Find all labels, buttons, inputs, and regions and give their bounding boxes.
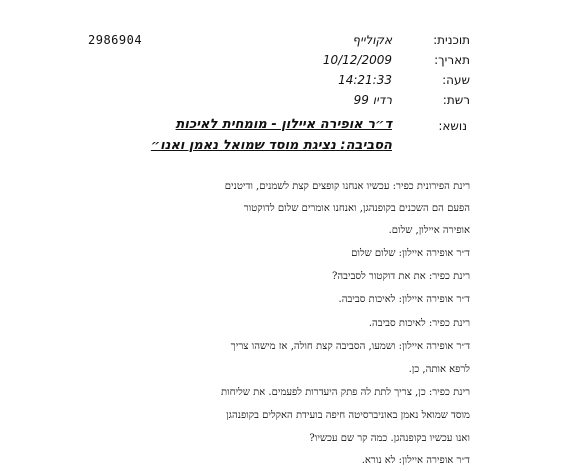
producer-value: אקולייף [352, 33, 392, 47]
subject-line-1: ד״ר אופירה איילון - מומחית לאיכות [175, 117, 392, 132]
subject-label: נושא: [438, 119, 467, 133]
transcript-line: ד״ר אופירה איילון: לא נורא. [361, 455, 470, 466]
transcript-line: ד״ר אופירה איילון: לאיכות סביבה. [338, 294, 470, 305]
transcript-line: ד״ר אופירה איילון: ושמעו, הסביבה קצת חולה, אז מישהו צריך [230, 341, 470, 352]
transcript-line: רינת כפיר: את את דוקטור לסביבה? [332, 271, 470, 282]
transcript-line: לרפא אותה, כן. [408, 364, 470, 375]
network-label: רשת: [442, 93, 470, 107]
transcript-line: מוסד שמואל נאמן באוניברסיטה חיפה בועידת האקלים בקופנהגן [226, 410, 470, 421]
time-value: 14:21:33 [338, 73, 392, 87]
document-number: 2986904 [88, 33, 143, 47]
transcript-line: רינת כפיר: לאיכות סביבה. [368, 318, 470, 329]
producer-label: תוכנית: [433, 33, 470, 47]
date-label: תאריך: [434, 53, 470, 67]
transcript-line: הפעם הם השכנים בקופנהגן, ואנחנו אומרים שלום לדוקטור [243, 203, 470, 214]
time-label: שעה: [442, 73, 470, 87]
transcript-line: ואנו עכשיו בקופנהגן. כמה קר שם עכשיו? [309, 433, 470, 444]
transcript-line: אופירה איילון, שלום. [388, 225, 470, 236]
date-value: 10/12/2009 [322, 53, 392, 67]
subject-line-2: הסביבה: נציגת מוסד שמואל נאמן ואנו״ [150, 138, 392, 153]
transcript-line: ד״ר אופירה איילון: שלום שלום [351, 248, 470, 259]
transcript-line: רינת כפיר: כן, צריך לתת לה פתק היעדרות לפעמים. את שליחות [220, 387, 470, 398]
transcript-line: רינת הפירונית כפיר: עכשיו אנחנו קופצים קצת לשמנים, ודיטנים [224, 181, 470, 192]
network-value: רדיו 99 [353, 93, 392, 107]
